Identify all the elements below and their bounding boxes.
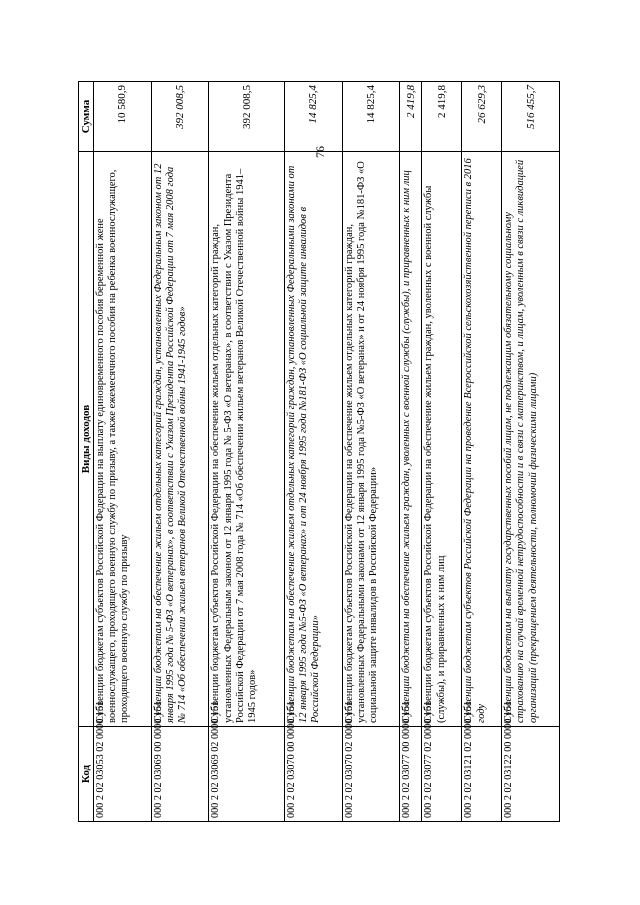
revenue-table [78,81,560,822]
header-code: Код [79,727,94,822]
row-code: 000 2 02 03070 00 0000 151 [284,727,342,822]
table-row [422,82,462,822]
row-description: Субвенции бюджетам субъектов Российской Федерации на обеспечение жильем граждан, уволенных с военной службы (службы), и приравненных к ним лиц [422,152,462,727]
row-description: Субвенции бюджетам субъектов Российской Федерации на выплату единовременного пособия беременной жене военнослужащего, проходящего военную службу по призыву, а также ежемесячного пособия на ребенка военнослужащего, проходящего военную службу по призыву [94,152,152,727]
row-description: Субвенции бюджетам субъектов Российской Федерации на обеспечение жильем отдельных категорий граждан, установленных Федеральным законом от 12 января 1995 года № 5-ФЗ «О ветеранах», в соответствии с Указом Президента Российской Федерации от 7 мая 2008 года № 714 «Об обеспечении жильем ветеранов Великой Отечественной войны 1941–1945 годов» [209,152,284,727]
table-header-row [79,82,94,822]
row-code: 000 2 02 03122 00 0000 151 [502,727,560,822]
row-amount: 516 455,7 [502,82,560,152]
row-description: Субвенции бюджетам субъектов Российской Федерации на проведение Всероссийской сельскохозяйственной переписи в 2016 году [462,152,502,727]
table-row [94,82,152,822]
header-amount: Сумма [79,82,94,152]
row-description: Субвенции бюджетам на обеспечение жильем отдельных категорий граждан, установленных Федеральным законом от 12 января 1995 года № 5-ФЗ «О ветеранах», в соответствии с Указом Президента Российской Федерации от 7 мая 2008 года № 714 «Об обеспечении жильем ветеранов Великой Отечественной войны 1941-1945 годов» [151,152,209,727]
table-row [342,82,400,822]
table-row [462,82,502,822]
rotated-page-content [78,82,560,822]
row-code: 000 2 02 03053 02 0000 151 [94,727,152,822]
row-code: 000 2 02 03070 02 0000 151 [342,727,400,822]
row-code: 000 2 02 03077 02 0000 151 [422,727,462,822]
row-code: 000 2 02 03069 00 0000 151 [151,727,209,822]
row-amount: 392 008,5 [151,82,209,152]
row-amount: 10 580,9 [94,82,152,152]
row-code: 000 2 02 03121 02 0000 151 [462,727,502,822]
row-code: 000 2 02 03077 00 0000 151 [400,727,422,822]
row-description: Субвенции бюджетам на обеспечение жильем граждан, уволенных с военной службы (службы), и приравненных к ним лиц [400,152,422,727]
page-number: 76 [313,146,327,158]
table-row [502,82,560,822]
header-description: Виды доходов [79,152,94,727]
row-description: Субвенции бюджетам на выплату государственных пособий лицам, не подлежащим обязательному социальному страхованию на случай временной нетрудоспособности и в связи с материнством, и лицам, уволенным в связи с ликвидацией организаций (прекращением деятельности, полномочий физическими лицами) [502,152,560,727]
row-amount: 14 825,4 [342,82,400,152]
table-row [151,82,209,822]
table-row [284,82,342,822]
row-amount: 392 008,5 [209,82,284,152]
row-amount: 2 419,8 [422,82,462,152]
row-amount: 2 419,8 [400,82,422,152]
table-row [209,82,284,822]
table-row [400,82,422,822]
row-code: 000 2 02 03069 02 0000 151 [209,727,284,822]
row-amount: 26 629,3 [462,82,502,152]
row-description: Субвенции бюджетам субъектов Российской Федерации на обеспечение жильем отдельных категорий граждан, установленных Федеральными законами от 12 января 1995 года №5-ФЗ «О ветеранах» и от 24 ноября 1995 года №181-ФЗ «О социальной защите инвалидов в Российской Федерации» [342,152,400,727]
row-description: Субвенции бюджетам на обеспечение жильем отдельных категорий граждан, установленных Федеральными законами от 12 января 1995 года №5-ФЗ «О ветеранах» и от 24 ноября 1995 года №181-ФЗ «О социальной защите инвалидов в Российской Федерации» [284,152,342,727]
row-amount: 14 825,4 [284,82,342,152]
